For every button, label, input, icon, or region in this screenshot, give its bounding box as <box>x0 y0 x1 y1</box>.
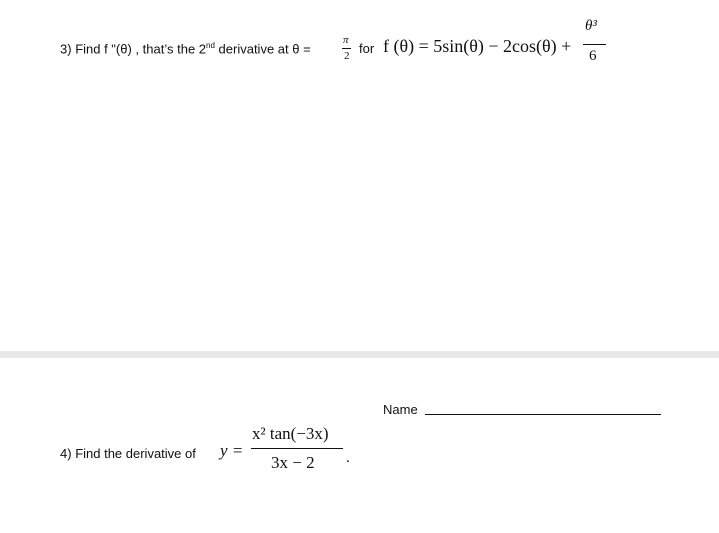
problem-4-lhs: y = <box>220 441 244 460</box>
name-label: Name <box>383 402 418 417</box>
problem-3-number: 3) <box>60 41 72 57</box>
function-fraction-denominator: 6 <box>589 48 597 64</box>
ordinal-suffix: nd <box>206 41 215 50</box>
name-field-line[interactable] <box>425 414 661 415</box>
function-fraction-bar <box>583 44 606 45</box>
for-word: for <box>359 41 375 56</box>
problem-3-prompt: Find f "(θ) , that’s the 2 <box>75 41 207 57</box>
problem-4-prompt: Find the derivative of <box>75 446 196 461</box>
problem-4-period: . <box>346 450 350 466</box>
theta-fraction-bar <box>342 48 351 49</box>
problem-3-prompt-tail: derivative at θ = <box>214 41 311 57</box>
section-divider <box>0 351 719 358</box>
theta-fraction-numerator: π <box>343 34 349 46</box>
problem-4-text <box>60 446 196 461</box>
function-expression: f (θ) = 5sin(θ) − 2cos(θ) + <box>383 36 572 56</box>
problem-4-fraction-bar <box>251 448 343 449</box>
problem-4-denominator: 3x − 2 <box>271 453 315 472</box>
problem-4-numerator: x² tan(−3x) <box>252 424 329 443</box>
problem-3-text <box>60 41 311 56</box>
function-fraction-numerator: θ³ <box>585 18 597 34</box>
problem-4-number: 4) <box>60 446 72 461</box>
theta-fraction-denominator: 2 <box>344 50 350 62</box>
